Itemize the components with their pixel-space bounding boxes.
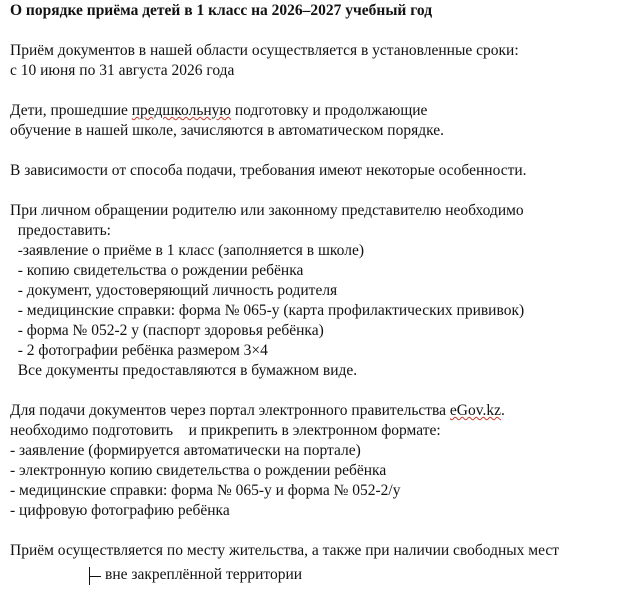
list-item: - медицинские справки: форма № 065-у (карта профилактических прививок) (10, 302, 525, 319)
paragraph-1-line-1: Приём документов в нашей области осуществляется в установленные сроки: (10, 42, 519, 59)
paragraph-5-text-pre: Для подачи документов через портал электронного правительства (10, 402, 450, 419)
paragraph-3: В зависимости от способа подачи, требования имеют некоторые особенности. (10, 162, 527, 179)
paragraph-5-line-1 (10, 401, 505, 421)
paragraph-2-text-pre: Дети, прошедшие (10, 102, 132, 119)
list-item: -заявление о приёме в 1 класс (заполняется в школе) (10, 242, 365, 259)
paragraph-4-line-2: предоставить: (10, 222, 111, 239)
list-item: - документ, удостоверяющий личность родителя (10, 282, 338, 299)
list-item: - цифровую фотографию ребёнка (10, 502, 230, 519)
text-cursor-tick (89, 576, 101, 577)
paragraph-4-line-1: При личном обращении родителю или законному представителю необходимо (10, 202, 524, 219)
egov-link-text[interactable]: eGov.kz (449, 402, 501, 419)
list-item: - заявление (формируется автоматически на портале) (10, 442, 361, 459)
list-item: - копию свидетельства о рождении ребёнка (10, 262, 304, 279)
paragraph-6-line-1: Приём осуществляется по месту жительства, а также при наличии свободных мест (10, 542, 560, 559)
document-title: О порядке приёма детей в 1 класс на 2026–2027 учебный год (10, 2, 433, 19)
paragraph-2-line-2: обучение в нашей школе, зачисляются в автоматическом порядке. (10, 122, 445, 139)
list-item: - электронную копию свидетельства о рождении ребёнка (10, 462, 387, 479)
list-item: - медицинские справки: форма № 065-у и форма № 052-2/у (10, 482, 401, 499)
paragraph-5-line-2: необходимо подготовить и прикрепить в электронном формате: (10, 422, 441, 439)
paragraph-2-line-1 (10, 101, 427, 121)
paragraph-5-text-post: . (501, 402, 505, 419)
list-item: - форма № 052-2 у (паспорт здоровья ребёнка) (10, 322, 324, 339)
paragraph-4-note: Все документы предоставляются в бумажном виде. (10, 362, 358, 379)
paragraph-6-line-2: вне закреплённой территории (105, 566, 303, 583)
list-item: - 2 фотографии ребёнка размером 3×4 (10, 342, 268, 359)
paragraph-1-line-2: с 10 июня по 31 августа 2026 года (10, 62, 235, 79)
spelling-error-word[interactable]: предшкольную (131, 102, 232, 119)
paragraph-2-text-post: подготовку и продолжающие (231, 102, 428, 119)
